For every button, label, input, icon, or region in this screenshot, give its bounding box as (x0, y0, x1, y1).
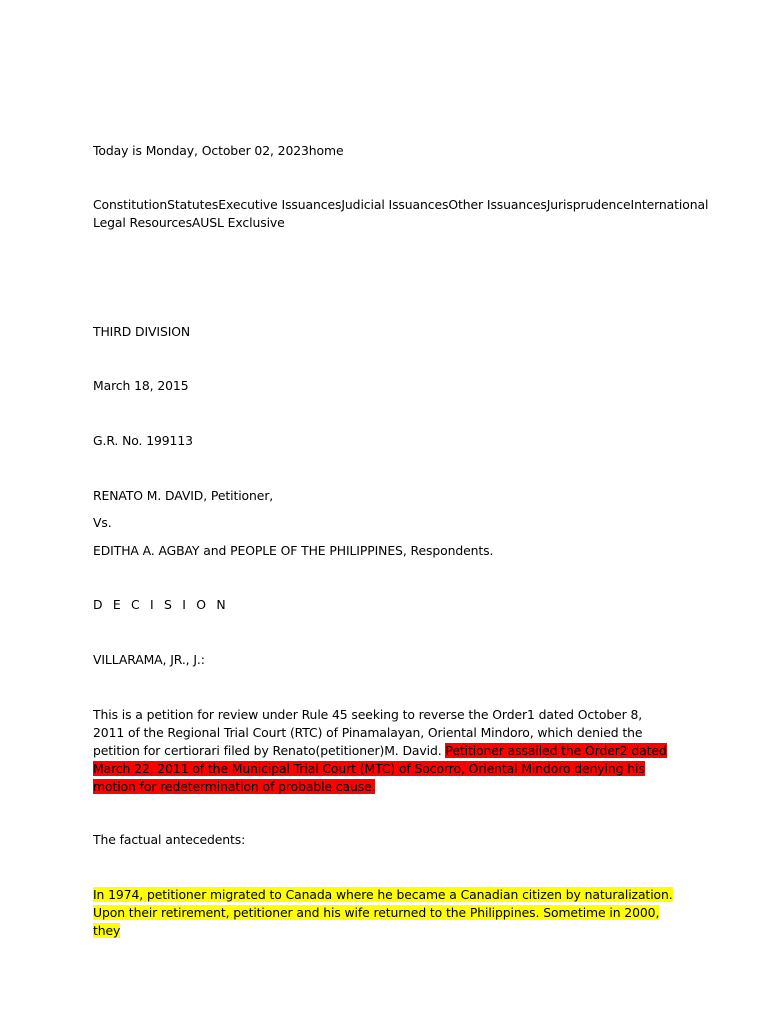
paragraph-1-red-highlight: Petitioner assailed the Order2 dated March 22, 2011 of the Municipal Trial Court (MTC) of Socorro, Oriental Mindoro denying his motion for redetermination of probable cause. (93, 743, 667, 794)
date-line: Today is Monday, October 02, 2023home (93, 143, 344, 158)
nav-links-line-2[interactable]: Legal ResourcesAUSL Exclusive (93, 215, 285, 230)
respondents-line: EDITHA A. AGBAY and PEOPLE OF THE PHILIPPINES, Respondents. (93, 543, 494, 558)
paragraph-2 (93, 886, 673, 940)
gr-number: G.R. No. 199113 (93, 433, 193, 448)
decision-date: March 18, 2015 (93, 378, 189, 393)
ponente-line: VILLARAMA, JR., J.: (93, 652, 205, 667)
factual-antecedents-heading: The factual antecedents: (93, 832, 246, 847)
paragraph-1 (93, 706, 673, 796)
nav-links-line-1[interactable]: ConstitutionStatutesExecutive IssuancesJudicial IssuancesOther IssuancesJurisprudenceInternational (93, 197, 709, 212)
decision-title: D E C I S I O N (93, 597, 229, 612)
division-heading: THIRD DIVISION (93, 324, 191, 339)
paragraph-1-text: This is a petition for review under Rule 45 seeking to reverse the Order1 dated October 8, 2011 of the Regional Trial Court (RTC) of Pinamalayan, Oriental Mindoro, which denied the petition for certiorari filed by Renato(petitioner)M. David. (93, 707, 643, 758)
versus-line: Vs. (93, 515, 112, 530)
paragraph-2-yellow-highlight: In 1974, petitioner migrated to Canada where he became a Canadian citizen by naturalization. Upon their retirement, petitioner and his wife returned to the Philippines. Sometime in 2000, they (93, 887, 673, 938)
petitioner-line: RENATO M. DAVID, Petitioner, (93, 488, 274, 503)
